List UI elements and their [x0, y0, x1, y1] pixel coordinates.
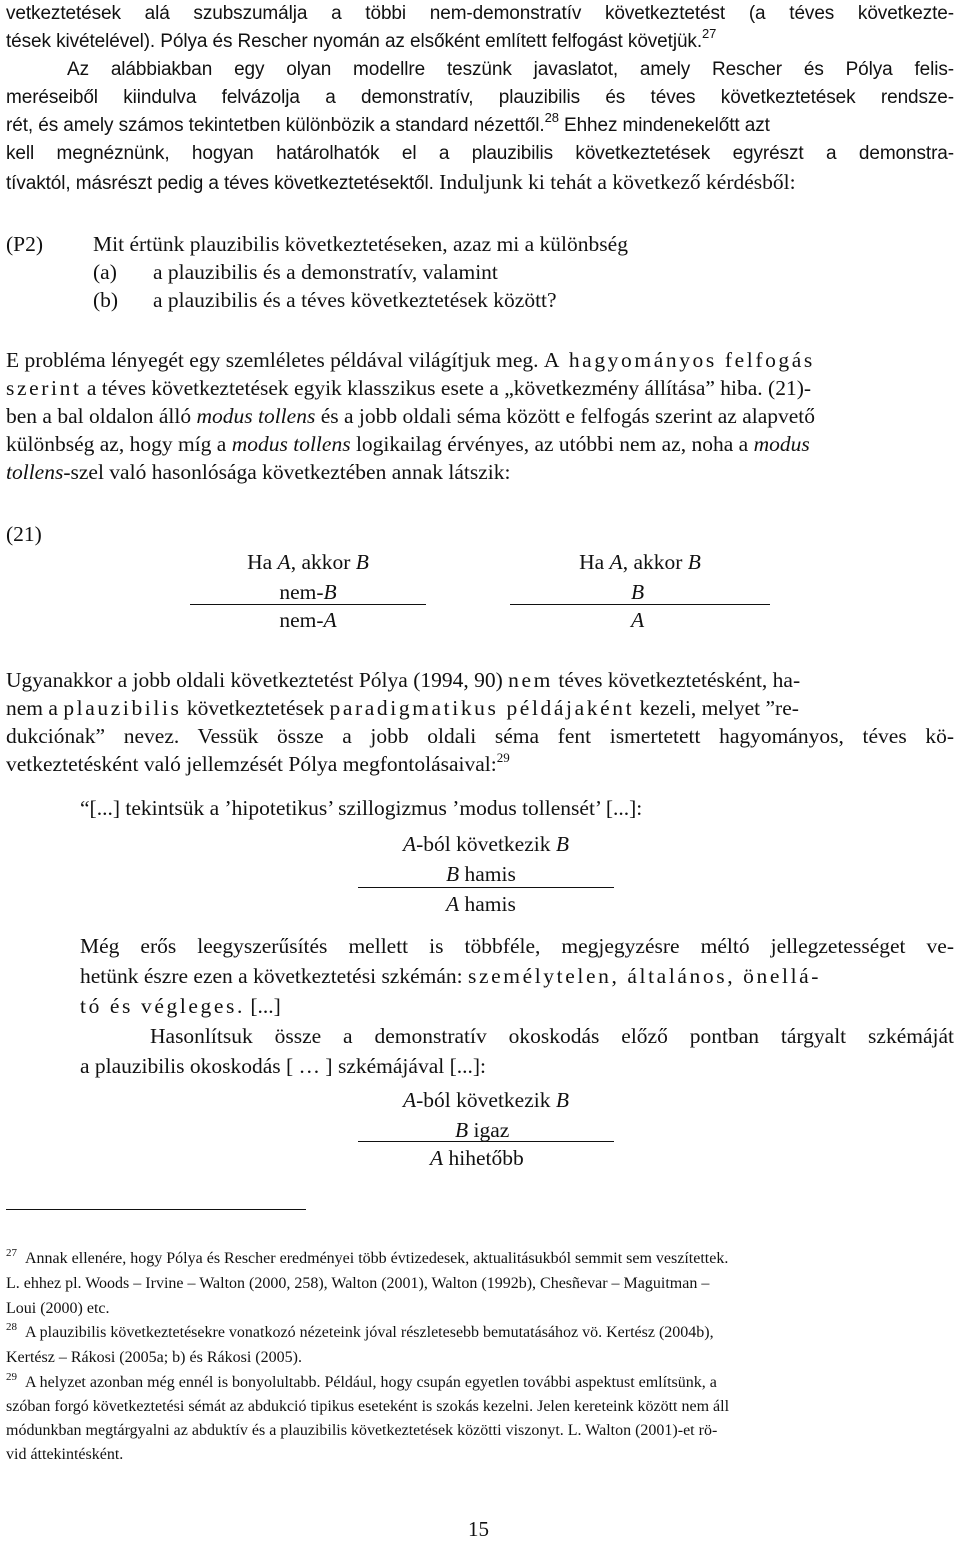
footnote-separator	[6, 1209, 306, 1210]
footnote-29-line2: szóban forgó következtetési sémát az abdukció tipikus eseteként is szokás kezelni. Jelen kereteink között nem áll	[6, 1398, 730, 1415]
footnote-27-number: 27	[6, 1247, 17, 1259]
p2-a-text: a plauzibilis és a demonstratív, valamint	[153, 260, 498, 284]
ex21-right-premise2	[631, 578, 644, 606]
para3-line4c: logikailag érvényes, az utóbbi nem az, noha a	[350, 432, 754, 456]
para5-line2a: hetünk észre ezen a következtetési szkémán:	[80, 964, 469, 988]
footnote-27-line1	[6, 1248, 954, 1271]
para4-line1	[6, 666, 954, 694]
footnote-28-number: 28	[6, 1321, 17, 1333]
quote1-s2b: hamis	[459, 862, 516, 886]
ex21-left-premise2	[190, 578, 426, 606]
footnote-29-line4: vid áttekintésként.	[6, 1446, 124, 1463]
quote2-s1c: B	[555, 1088, 569, 1112]
para2-line3	[6, 112, 954, 141]
para3-line3c: és a jobb oldali séma között e felfogás szerint az alapvető	[315, 404, 816, 428]
para4-line2a: nem a	[6, 696, 64, 720]
para3-line2a: szerint	[6, 376, 82, 400]
footnote-29-text1: A helyzet azonban még ennél is bonyolultabb. Például, hogy csupán egyetlen további aspektust említsünk, a	[25, 1374, 717, 1391]
quote1-s2a: B	[446, 862, 460, 886]
quote2-s3b: hihetőbb	[443, 1146, 524, 1170]
para3-line4d: modus	[753, 432, 810, 456]
para3-line3a: ben a bal oldalon álló	[6, 404, 197, 428]
ex21-right-p1d: B	[687, 550, 701, 574]
para3-line1	[6, 346, 954, 374]
ex21-right-p1c: , akkor	[622, 550, 688, 574]
ex21-right-conclusion	[631, 606, 644, 634]
quote2-inference-line	[358, 1141, 614, 1142]
ex21-left-p1d: B	[355, 550, 369, 574]
ex21-left-conclusion	[190, 606, 426, 634]
quote2-schema-line2	[455, 1116, 509, 1144]
p2-b-label: (b)	[93, 288, 119, 312]
para2-line5b: Induljunk ki tehát a következő kérdésből:	[433, 170, 796, 194]
para5-line4	[150, 1022, 954, 1050]
para4-line2e: kezeli, melyet ”re-	[634, 696, 799, 720]
p2-main: Mit értünk plauzibilis következtetéseken, azaz mi a különbség	[93, 232, 628, 256]
para5-line3b: [...]	[244, 994, 281, 1018]
ex21-right-premise1	[510, 548, 770, 576]
footnote-27-text1: Annak ellenére, hogy Pólya és Rescher eredményei több évtizedesek, aktualitásukból semmit sem veszítettek.	[25, 1250, 729, 1267]
para1-line2	[6, 28, 954, 57]
p2-a-label: (a)	[93, 260, 117, 284]
para4-line3: dukciónak” nevez. Vessük össze a jobb oldali séma fent ismertetett hagyományos, téves kö-	[6, 724, 954, 748]
para3-line4b: modus tollens	[231, 432, 351, 456]
ex21-right-p1a: Ha	[579, 550, 610, 574]
para5-line2b: személytelen, általános, önellá-	[468, 964, 822, 988]
quote1-inference-line	[358, 887, 614, 888]
quote2-schema-line3	[430, 1144, 524, 1172]
quote1-s3a: A	[446, 892, 460, 916]
para4-line2b: plauzibilis	[63, 696, 182, 720]
para3-line3b: modus tollens	[196, 404, 316, 428]
para3-line3	[6, 402, 954, 430]
para3-line5a: tollens	[6, 460, 64, 484]
footnote-ref-28: 28	[544, 110, 559, 125]
para2-line1	[67, 56, 954, 84]
ex21-right-inference-line	[510, 604, 770, 605]
quote2-s2b: igaz	[468, 1118, 510, 1142]
quote2-s1b: -ból következik	[416, 1088, 556, 1112]
footnote-29-number: 29	[6, 1371, 17, 1383]
quote2-schema-line1	[358, 1086, 614, 1114]
para3-line4a: különbség az, hogy míg a	[6, 432, 232, 456]
quote1-s1b: -ból következik	[416, 832, 556, 856]
para1-line2-text: tések kivételével). Pólya és Rescher nyomán az elsőként említett felfogást követjük.	[6, 31, 702, 52]
ex21-right-p2: B	[631, 580, 645, 604]
para3-line2	[6, 374, 954, 402]
para4-line4-text: vetkeztetésként való jellemzését Pólya megfontolásaival:	[6, 752, 497, 776]
quote1-schema-line2	[446, 860, 516, 888]
para4-line1a: Ugyanakkor a jobb oldali következtetést Pólya (1994, 90)	[6, 668, 509, 692]
para4-line2	[6, 694, 954, 722]
para2-line2: meréseiből kiindulva felvázolja a demonstratív, plauzibilis és téves következtetések rendsze-	[6, 87, 954, 108]
para4-line2d: paradigmatikus példájaként	[329, 696, 635, 720]
ex21-left-c1b: A	[323, 608, 337, 632]
footnote-27-line3: Loui (2000) etc.	[6, 1300, 110, 1317]
quote1-s1c: B	[555, 832, 569, 856]
p2-b-text: a plauzibilis és a téves következtetések között?	[153, 288, 557, 312]
footnote-28-line1	[6, 1322, 954, 1345]
para2-line4: kell megnéznünk, hogyan határolhatók el a plauzibilis következtetések egyrészt a demonstra-	[6, 143, 954, 164]
para5-line4-text: Hasonlítsuk össze a demonstratív okoskodás előző pontban tárgyalt szkémáját	[150, 1024, 954, 1048]
para1-line1: vetkeztetések alá szubszumálja a többi nem-demonstratív következtetést (a téves következte-	[6, 3, 954, 24]
para2-line5	[6, 168, 954, 198]
ex21-left-premise1	[190, 548, 426, 576]
para2-line1-text: Az alábbiakban egy olyan modellre teszünk javaslatot, amely Rescher és Pólya felis-	[67, 59, 954, 80]
ex21-right-p1b: A	[609, 550, 623, 574]
footnote-ref-27: 27	[702, 26, 717, 41]
footnote-ref-29: 29	[496, 750, 510, 765]
para2-line3-tail: Ehhez mindenekelőtt azt	[558, 115, 770, 136]
para3-line1b: A hagyományos felfogás	[543, 348, 815, 372]
quote1-s3b: hamis	[459, 892, 516, 916]
ex21-left-p1b: A	[277, 550, 291, 574]
para4-line2c: következtetések	[181, 696, 330, 720]
para4-line4	[6, 750, 954, 781]
ex21-left-p2b: B	[323, 580, 337, 604]
quote2-s3a: A	[430, 1146, 444, 1170]
para5-line1: Még erős leegyszerűsítés mellett is többféle, megjegyzésre méltó jellegzetességet ve-	[80, 934, 954, 958]
quote1-s1a: A	[403, 832, 417, 856]
ex21-left-p2a: nem-	[279, 580, 324, 604]
quote2-s2a: B	[455, 1118, 469, 1142]
ex21-left-inference-line	[190, 604, 426, 605]
footnote-29-line1	[6, 1372, 954, 1395]
para2-line3-text: rét, és amely számos tekintetben különbözik a standard nézettől.	[6, 115, 545, 136]
para3-line4	[6, 430, 954, 458]
ex21-left-p1a: Ha	[247, 550, 278, 574]
ex21-left-c1a: nem-	[279, 608, 324, 632]
para5-line2	[80, 962, 954, 990]
footnote-29-line3: módunkban megtárgyalni az abduktív és a plauzibilis következtetések közötti viszonyt. L. Walton (2001)-et rö-	[6, 1422, 718, 1439]
para4-line1b: nem	[508, 668, 553, 692]
ex21-label: (21)	[6, 522, 42, 546]
ex21-left-p1c: , akkor	[290, 550, 356, 574]
quote1-schema-line3	[446, 890, 516, 918]
para4-line1c: téves következtetésként, ha-	[552, 668, 801, 692]
footnote-28-text1: A plauzibilis következtetésekre vonatkozó nézeteink jóval részletesebb bemutatásához vö. Kertész (2004b),	[25, 1324, 714, 1341]
para3-line1a: E probléma lényegét egy szemléletes példával világítjuk meg.	[6, 348, 544, 372]
page-number: 15	[468, 1517, 489, 1541]
footnote-27-line2: L. ehhez pl. Woods – Irvine – Walton (2000, 258), Walton (2001), Walton (1992b), Chesñevar – Maguitman –	[6, 1275, 710, 1292]
footnote-28-line2: Kertész – Rákosi (2005a; b) és Rákosi (2005).	[6, 1349, 302, 1366]
ex21-right-c1: A	[631, 608, 645, 632]
quote1-schema-line1	[358, 830, 614, 858]
para5-line3a: tó és végleges.	[80, 994, 245, 1018]
para3-line5	[6, 458, 954, 486]
para3-line5b: -szel való hasonlósága következtében annak látszik:	[63, 460, 511, 484]
para2-line5a: tívaktól, másrészt pedig a téves következtetésektől.	[6, 173, 434, 194]
quote2-s1a: A	[403, 1088, 417, 1112]
p2-label: (P2)	[6, 232, 44, 256]
para3-line2b: a téves következtetések egyik klasszikus esete a „következmény állítása” hiba. (21)-	[81, 376, 812, 400]
quote1-intro: “[...] tekintsük a ’hipotetikus’ szillogizmus ’modus tollensét’ [...]:	[80, 796, 643, 820]
para5-line5: a plauzibilis okoskodás [ … ] szkémájával [...]:	[80, 1054, 487, 1078]
para5-line3	[80, 992, 954, 1020]
